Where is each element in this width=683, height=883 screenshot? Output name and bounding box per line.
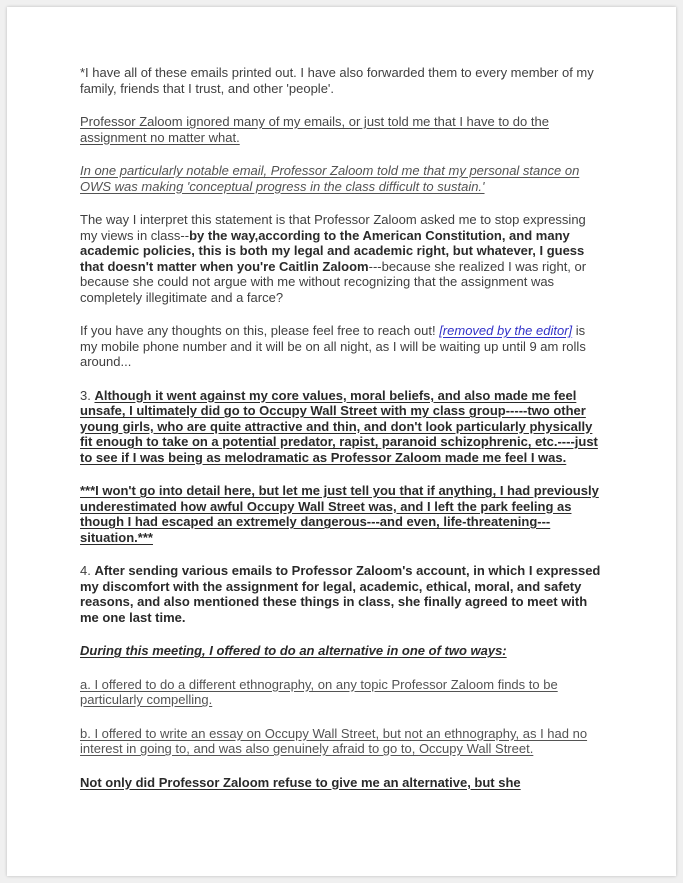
paragraph-zaloom-ignored: [80, 114, 604, 145]
text-run: ---because she realized I was right, or because she could not argue with me without recognizing that the assignment was completely illegitimate and a farce?: [80, 258, 587, 305]
text-run-bold-underline: Not only did Professor Zaloom refuse to give me an alternative, but she: [80, 774, 521, 790]
text-run: *I have all of these emails printed out. I have also forwarded them to every member of my family, friends that I trust, and other 'people'.: [80, 65, 594, 96]
text-run-underline: b. I offered to write an essay on Occupy Wall Street, but not an ethnography, as I had no interest in going to, and was also genuinely afraid to go to, Occupy Wall Street.: [80, 725, 588, 756]
list-number: 3.: [80, 387, 95, 403]
list-number: 4.: [80, 563, 95, 578]
paragraph-interpretation: [80, 212, 604, 305]
text-run-bold: After sending various emails to Professor Zaloom's account, in which I expressed my discomfort with the assignment for legal, academic, ethical, moral, and safety reasons, and also mentioned these things in class, she finally agreed to meet with me one last time.: [80, 563, 601, 625]
text-run-underline: a. I offered to do a different ethnography, on any topic Professor Zaloom finds to be particularly compelling.: [80, 676, 558, 707]
paragraph-option-a: [80, 677, 604, 708]
text-run: The way I interpret this statement is that Professor Zaloom asked me to stop expressing my views in class--: [80, 212, 586, 243]
document-content: [7, 7, 676, 848]
paragraph-point-4-meeting: [80, 563, 604, 625]
text-run-bold-underline: Although it went against my core values, moral beliefs, and also made me feel unsafe, I ultimately did go to Occupy Wall Street with my class group-----two other young girls, who are quite attractive and thin, and don't look particularly physically fit enough to take on a potential predator, rapist, paranoid schizophrenic, etc.----just to see if I was being as melodramatic as Professor Zaloom made me feel I was.: [80, 387, 598, 465]
text-run: In one particularly notable email, Professor Zaloom told me that my personal stance on OWS was making 'conceptual progress in the class difficult to sustain.': [80, 163, 580, 194]
paragraph-underestimated-ows: [80, 483, 604, 545]
text-run-bold-underline: ***I won't go into detail here, but let me just tell you that if anything, I had previously underestimated how awful Occupy Wall Street was, and I left the park feeling as though I had escaped an extremely dangerous---and even, life-threatening---situation.***: [80, 483, 599, 545]
paragraph-reach-out: [80, 323, 604, 370]
text-run: If you have any thoughts on this, please feel free to reach out!: [80, 323, 440, 338]
paragraph-emails-printed: [80, 65, 604, 96]
text-run: Professor Zaloom ignored many of my emails, or just told me that I have to do the assignment no matter what.: [80, 114, 549, 145]
text-run-bold: by the way,according to the American Constitution, and many academic policies, this is both my legal and academic right, but whatever, I guess that doesn't matter when you're Caitlin Zaloom: [80, 227, 585, 274]
document-page: [7, 7, 676, 876]
removed-by-editor-link[interactable]: [removed by the editor]: [439, 323, 573, 338]
paragraph-point-3-ows-visit: [80, 388, 604, 466]
paragraph-during-meeting: [80, 643, 604, 659]
text-run: is my mobile phone number and it will be on all night, as I will be waiting up until 9 am rolls around...: [80, 323, 586, 369]
paragraph-refuse-alternative: [80, 775, 604, 791]
paragraph-option-b: [80, 726, 604, 757]
paragraph-notable-email: [80, 163, 604, 194]
text-run-bold-italic-underline: During this meeting, I offered to do an alternative in one of two ways:: [80, 643, 507, 658]
